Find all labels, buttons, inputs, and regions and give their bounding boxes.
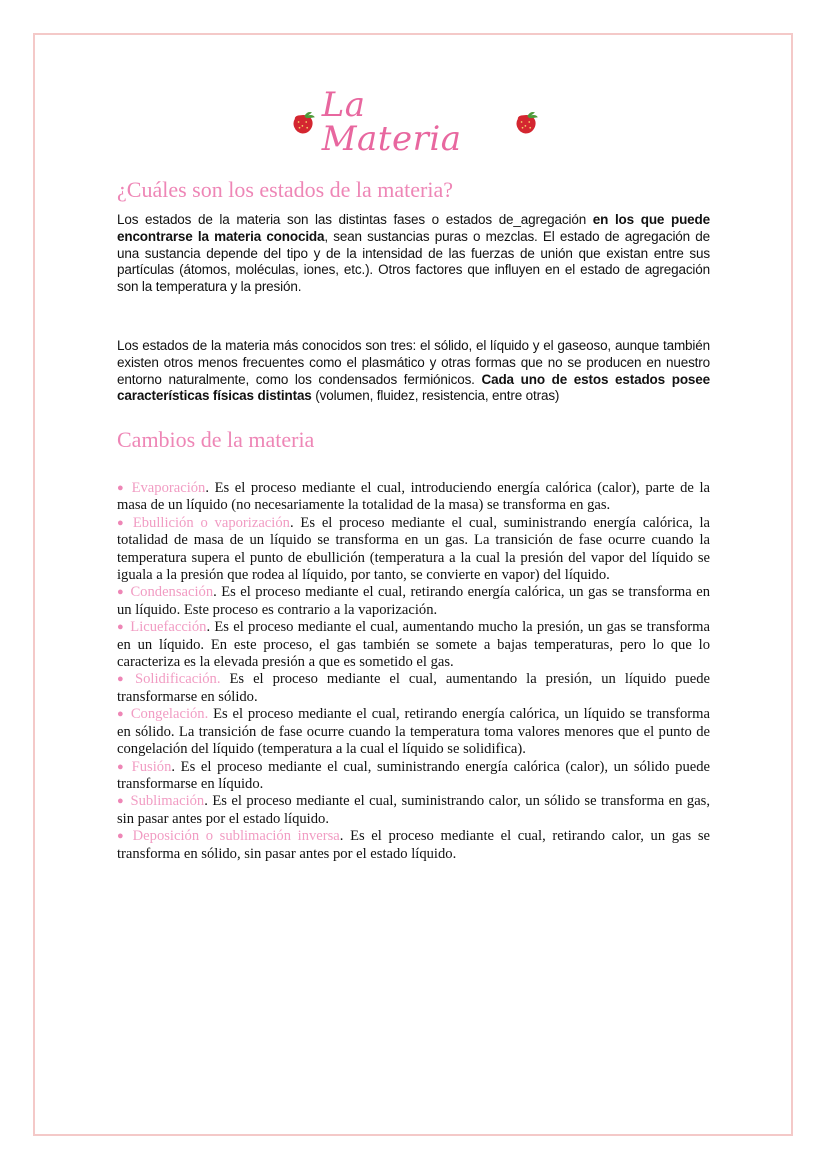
- item-text: . Es el proceso mediante el cual, aumentando mucho la presión, un gas se transforma en un líquido. En este proceso, el gas también se somete a bajas temperaturas, pero lo que lo caracteriza es la elevada presión a que es sometido el gas.: [117, 619, 711, 671]
- list-item: [117, 706, 710, 758]
- list-item: [117, 584, 710, 619]
- term-label: Evaporación: [131, 480, 206, 496]
- list-item: [117, 793, 710, 828]
- bullet-icon: ●: [117, 830, 127, 843]
- term-label: Fusión: [131, 758, 172, 775]
- term-label: Deposición o sublimación inversa: [132, 828, 340, 845]
- list-item: [117, 759, 710, 794]
- term-label: Condensación: [130, 584, 214, 601]
- bullet-icon: ●: [117, 482, 126, 494]
- text-span: , sean sustancias puras o mezclas. El estado de agregación de una sustancia depende del tipo y de la intensidad de las fuerzas de unión que existan entre sus partículas (átomos, moléculas, iones, etc.). Otros factores que influyen en el estado de agregación son la temperatura y la presión.: [117, 228, 710, 295]
- bullet-icon: ●: [117, 760, 126, 773]
- term-label: Congelación.: [130, 706, 209, 723]
- section-heading-cambios: Cambios de la materia: [117, 427, 315, 452]
- bullet-icon: ●: [117, 708, 125, 721]
- item-text: . Es el proceso mediante el cual, retirando calor, un gas se transforma en sólido, sin pasar antes por el estado líquido.: [117, 828, 710, 862]
- term-label: Sublimación: [130, 793, 205, 810]
- page-title: La Materia: [321, 85, 462, 159]
- term-label: Solidificación.: [134, 671, 221, 688]
- strawberry-icon: [512, 107, 541, 137]
- bold-span: Cada uno de estos estados posee características físicas distintas: [117, 371, 710, 404]
- bullet-icon: ●: [117, 516, 127, 529]
- list-item: [117, 671, 710, 706]
- section-heading-estados: ¿Cuáles son los estados de la materia?: [117, 177, 454, 202]
- term-label: Licuefacción: [130, 619, 207, 636]
- bold-span: en los que puede encontrarse la materia conocida: [117, 212, 710, 244]
- page-title-block: [289, 85, 541, 159]
- text-span: (volumen, fluidez, resistencia, entre otras): [311, 388, 560, 404]
- item-text: . Es el proceso mediante el cual, retirando energía calórica, un gas se transforma en un líquido. Este proceso es contrario a la vaporización.: [117, 584, 710, 618]
- list-item: [117, 480, 710, 515]
- bullet-icon: ●: [117, 673, 129, 686]
- changes-list: [117, 480, 710, 863]
- item-text: Es el proceso mediante el cual, aumentando la presión, un líquido puede transformarse en sólido.: [117, 671, 710, 705]
- paragraph-estados-2: [117, 338, 710, 405]
- item-text: Es el proceso mediante el cual, retirando energía calórica, un líquido se transforma en sólido. La transición de fase ocurre cuando la temperatura toma valores menores que el punto de congelación del líquido (temperatura a la cual el líquido se solidifica).: [117, 706, 710, 758]
- paragraph-estados-1: [117, 212, 710, 296]
- text-span: Los estados de la materia más conocidos son tres: el sólido, el líquido y el gaseoso, aunque también existen otros menos frecuentes como el plasmático y otras formas que no se producen en nuestro entorno naturalmente, como los condensados fermiónicos.: [117, 338, 710, 387]
- list-item: [117, 828, 710, 863]
- strawberry-icon: [289, 107, 318, 137]
- bullet-icon: ●: [117, 586, 125, 599]
- item-text: . Es el proceso mediante el cual, suministrando energía calórica, la totalidad de masa de un líquido se transforma en un gas. La transición de fase ocurre cuando la temperatura supera el punto de ebullición (temperatura a la cual la presión del vapor del líquido se iguala a la presión que rodea al líquido, por tanto, se convierte en vapor) del líquido.: [117, 514, 710, 584]
- bullet-icon: ●: [117, 621, 125, 634]
- term-label: Ebullición o vaporización: [132, 514, 290, 531]
- item-text: . Es el proceso mediante el cual, suministrando calor, un sólido se transforma en gas, sin pasar antes por el estado líquido.: [117, 793, 711, 827]
- item-text: . Es el proceso mediante el cual, suministrando energía calórica (calor), un sólido puede transformarse en líquido.: [117, 758, 710, 792]
- list-item: [117, 515, 710, 585]
- text-span: Los estados de la materia son las distintas fases o estados de_agregación: [117, 212, 593, 227]
- item-text: . Es el proceso mediante el cual, introduciendo energía calórica (calor), parte de la masa de un líquido (no necesariamente la totalidad de la masa) se transforma en gas.: [117, 480, 710, 514]
- bullet-icon: ●: [117, 795, 125, 808]
- list-item: [117, 619, 710, 671]
